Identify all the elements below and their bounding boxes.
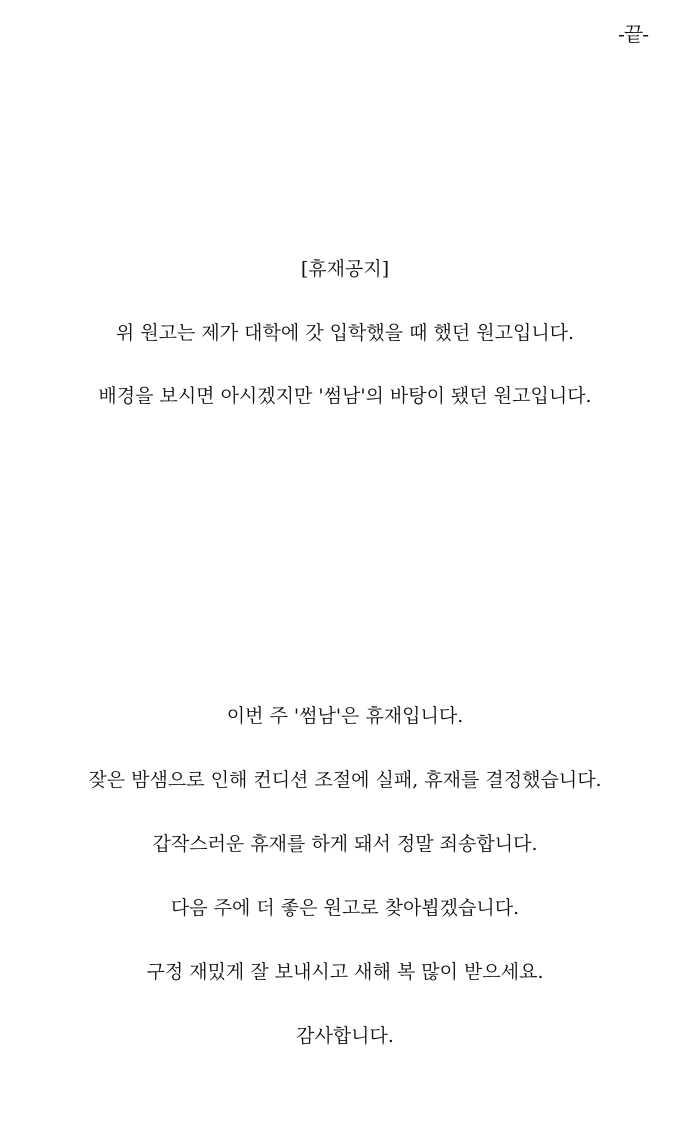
- notice-line: 다음 주에 더 좋은 원고로 찾아뵙겠습니다.: [170, 897, 520, 919]
- notice-line: 배경을 보시면 아시겠지만 '썸남'의 바탕이 됐던 원고입니다.: [98, 385, 592, 407]
- notice-line: 구정 재밌게 잘 보내시고 새해 복 많이 받으세요.: [146, 961, 544, 983]
- notice-line: 감사합니다.: [296, 1025, 394, 1047]
- notice-line: 갑작스러운 휴재를 하게 돼서 정말 죄송합니다.: [152, 833, 538, 855]
- notice-line: 위 원고는 제가 대학에 갓 입학했을 때 했던 원고입니다.: [115, 322, 575, 344]
- notice-line: 이번 주 '썸남'은 휴재입니다.: [226, 705, 464, 727]
- end-mark: -끝-: [618, 22, 648, 46]
- notice-title: [휴재공지]: [300, 258, 390, 280]
- notice-line: 잦은 밤샘으로 인해 컨디션 조절에 실패, 휴재를 결정했습니다.: [88, 769, 602, 791]
